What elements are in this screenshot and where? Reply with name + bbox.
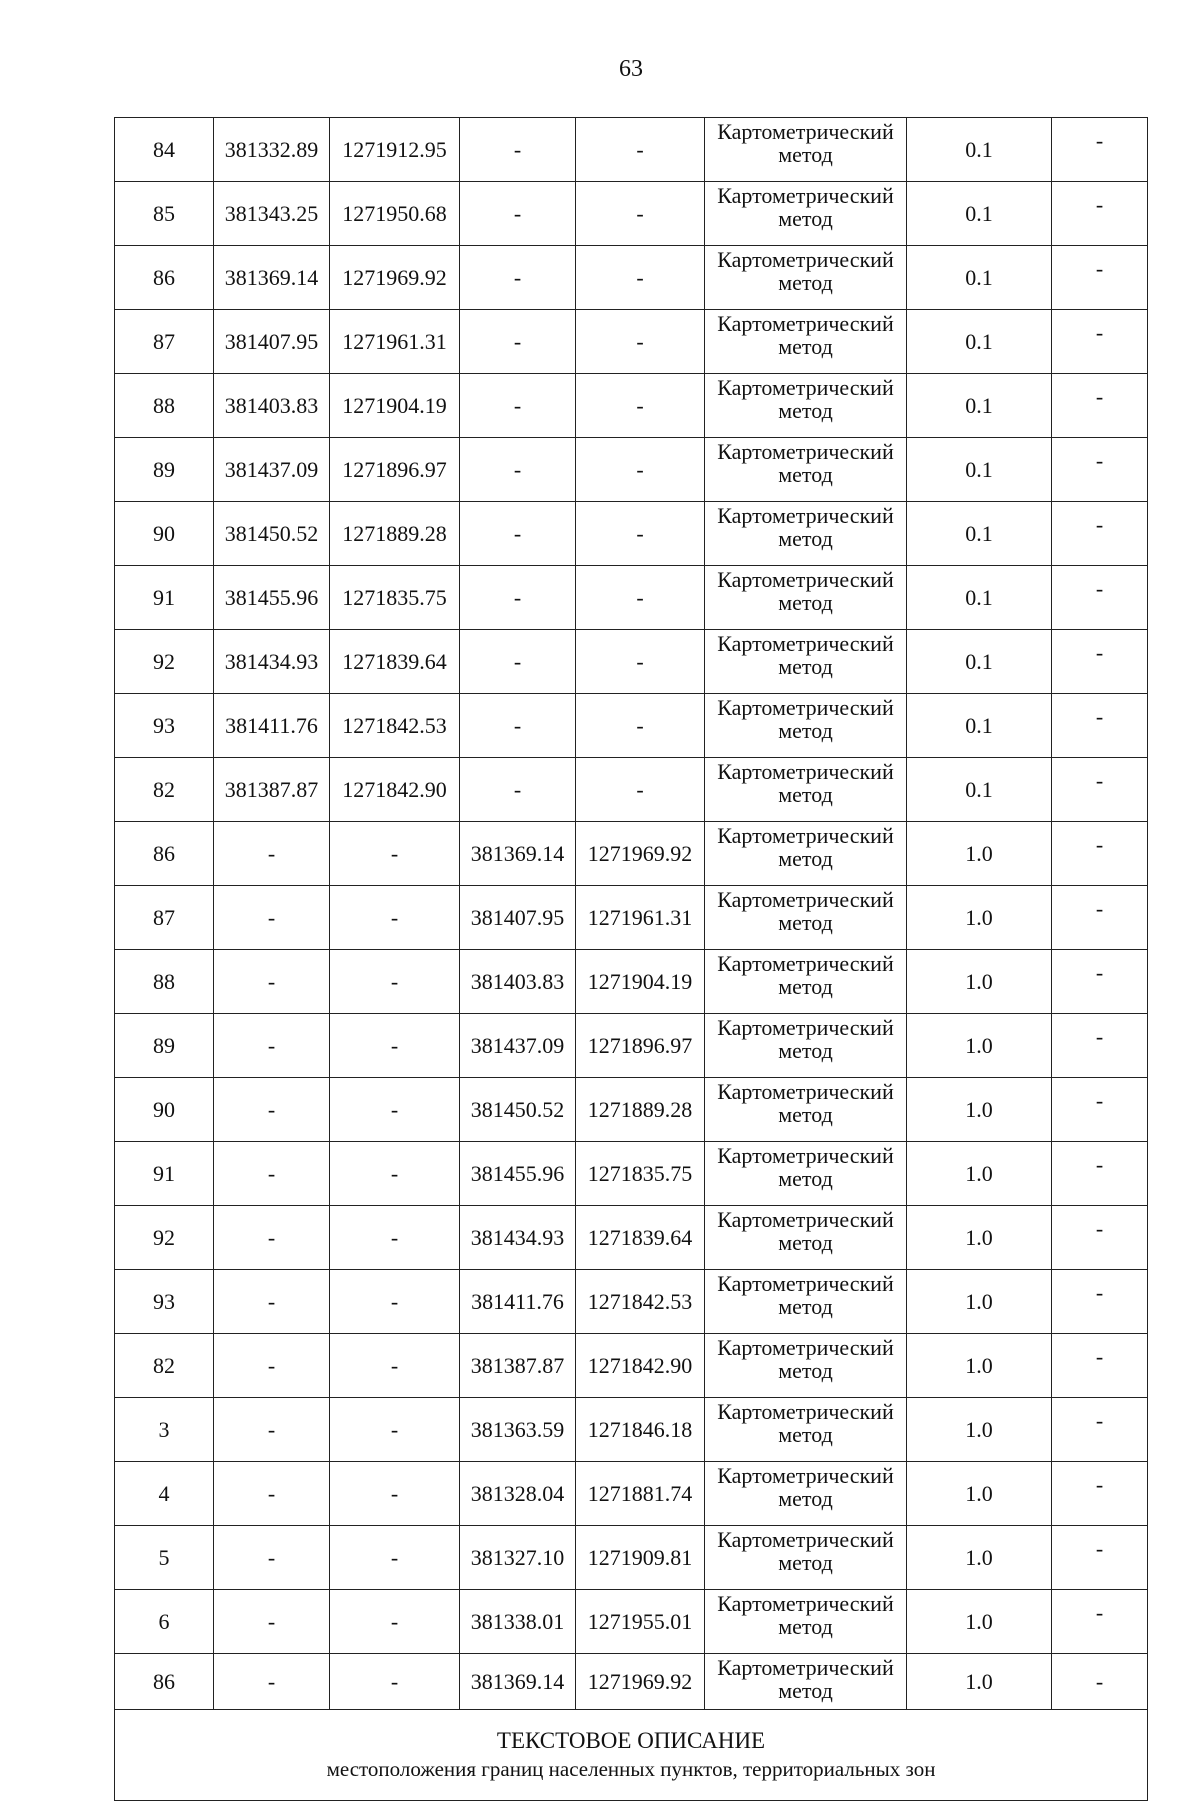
method-cell (705, 886, 907, 950)
method-line-1: Картометрический (717, 631, 894, 656)
method-line-1: Картометрический (717, 1079, 894, 1104)
existing-x-cell: 381332.89 (214, 118, 330, 182)
method-line-1: Картометрический (717, 183, 894, 208)
point-number-cell: 93 (115, 1270, 214, 1334)
method-line-2: метод (778, 1614, 833, 1639)
caption-title: ТЕКСТОВОЕ ОПИСАНИЕ (496, 1728, 766, 1753)
table-row (115, 374, 1148, 438)
existing-x-cell: 381387.87 (214, 758, 330, 822)
coordinates-table (114, 117, 1148, 1801)
method-cell (705, 630, 907, 694)
note-cell: - (1052, 758, 1148, 822)
existing-y-cell: - (330, 1334, 460, 1398)
new-x-cell: 381450.52 (460, 1078, 576, 1142)
method-cell (705, 1270, 907, 1334)
point-number-cell: 82 (115, 758, 214, 822)
existing-y-cell: 1271912.95 (330, 118, 460, 182)
note-cell: - (1052, 566, 1148, 630)
method-line-1: Картометрический (717, 567, 894, 592)
method-cell (705, 1334, 907, 1398)
method-line-2: метод (778, 142, 833, 167)
new-x-cell: 381369.14 (460, 822, 576, 886)
method-line-2: метод (778, 974, 833, 999)
method-line-2: метод (778, 1230, 833, 1255)
existing-y-cell: - (330, 1526, 460, 1590)
table-row (115, 1526, 1148, 1590)
new-x-cell: - (460, 374, 576, 438)
point-number-cell: 6 (115, 1590, 214, 1654)
new-x-cell: - (460, 566, 576, 630)
new-y-cell: 1271955.01 (576, 1590, 705, 1654)
new-x-cell: 381338.01 (460, 1590, 576, 1654)
point-number-cell: 89 (115, 438, 214, 502)
table-row (115, 566, 1148, 630)
existing-y-cell: 1271889.28 (330, 502, 460, 566)
method-line-2: метод (778, 782, 833, 807)
method-line-1: Картометрический (717, 951, 894, 976)
accuracy-cell: 1.0 (907, 1462, 1052, 1526)
existing-y-cell: - (330, 1206, 460, 1270)
method-line-1: Картометрический (717, 503, 894, 528)
existing-x-cell: - (214, 1654, 330, 1710)
new-x-cell: 381387.87 (460, 1334, 576, 1398)
accuracy-cell: 0.1 (907, 374, 1052, 438)
note-cell: - (1052, 1078, 1148, 1142)
note-cell: - (1052, 182, 1148, 246)
note-cell: - (1052, 950, 1148, 1014)
note-cell: - (1052, 694, 1148, 758)
existing-x-cell: - (214, 1270, 330, 1334)
page-number: 63 (619, 56, 643, 82)
method-cell (705, 566, 907, 630)
new-x-cell: 381437.09 (460, 1014, 576, 1078)
accuracy-cell: 1.0 (907, 1526, 1052, 1590)
point-number-cell: 92 (115, 1206, 214, 1270)
new-x-cell: - (460, 694, 576, 758)
table-row (115, 1462, 1148, 1526)
existing-x-cell: 381411.76 (214, 694, 330, 758)
existing-x-cell: 381369.14 (214, 246, 330, 310)
new-x-cell: 381327.10 (460, 1526, 576, 1590)
accuracy-cell: 0.1 (907, 630, 1052, 694)
method-line-1: Картометрический (717, 1463, 894, 1488)
method-cell (705, 822, 907, 886)
new-y-cell: 1271846.18 (576, 1398, 705, 1462)
new-y-cell: 1271904.19 (576, 950, 705, 1014)
method-line-2: метод (778, 1038, 833, 1063)
caption-subtitle: местоположения границ населенных пунктов, территориальных зон (326, 1757, 936, 1781)
note-cell: - (1052, 118, 1148, 182)
existing-x-cell: 381403.83 (214, 374, 330, 438)
note-cell: - (1052, 246, 1148, 310)
new-y-cell: - (576, 310, 705, 374)
new-y-cell: 1271969.92 (576, 822, 705, 886)
method-cell (705, 1078, 907, 1142)
existing-y-cell: - (330, 1590, 460, 1654)
method-line-1: Картометрический (717, 1591, 894, 1616)
new-x-cell: - (460, 182, 576, 246)
method-line-2: метод (778, 1358, 833, 1383)
table-row (115, 1142, 1148, 1206)
existing-y-cell: 1271835.75 (330, 566, 460, 630)
table-row (115, 758, 1148, 822)
new-y-cell: 1271909.81 (576, 1526, 705, 1590)
method-line-1: Картометрический (717, 695, 894, 720)
accuracy-cell: 1.0 (907, 1398, 1052, 1462)
accuracy-cell: 1.0 (907, 1142, 1052, 1206)
existing-x-cell: - (214, 1398, 330, 1462)
point-number-cell: 85 (115, 182, 214, 246)
point-number-cell: 88 (115, 950, 214, 1014)
note-cell: - (1052, 1206, 1148, 1270)
method-cell (705, 758, 907, 822)
method-line-2: метод (778, 846, 833, 871)
accuracy-cell: 0.1 (907, 310, 1052, 374)
new-x-cell: 381455.96 (460, 1142, 576, 1206)
table-row (115, 182, 1148, 246)
table-row (115, 246, 1148, 310)
existing-x-cell: - (214, 1206, 330, 1270)
method-line-1: Картометрический (717, 1399, 894, 1424)
table-row (115, 822, 1148, 886)
method-line-2: метод (778, 590, 833, 615)
existing-y-cell: - (330, 1462, 460, 1526)
point-number-cell: 87 (115, 310, 214, 374)
existing-x-cell: - (214, 950, 330, 1014)
new-y-cell: 1271842.53 (576, 1270, 705, 1334)
new-x-cell: - (460, 630, 576, 694)
table-row (115, 1078, 1148, 1142)
point-number-cell: 3 (115, 1398, 214, 1462)
method-line-1: Картометрический (717, 1207, 894, 1232)
accuracy-cell: 1.0 (907, 1014, 1052, 1078)
existing-x-cell: - (214, 1014, 330, 1078)
existing-x-cell: - (214, 1462, 330, 1526)
new-y-cell: - (576, 182, 705, 246)
new-y-cell: 1271969.92 (576, 1654, 705, 1710)
method-line-1: Картометрический (717, 887, 894, 912)
new-x-cell: 381434.93 (460, 1206, 576, 1270)
method-line-2: метод (778, 1550, 833, 1575)
new-x-cell: - (460, 118, 576, 182)
accuracy-cell: 0.1 (907, 182, 1052, 246)
note-cell: - (1052, 886, 1148, 950)
existing-y-cell: - (330, 1078, 460, 1142)
table-row (115, 1590, 1148, 1654)
table-row (115, 118, 1148, 182)
new-y-cell: - (576, 374, 705, 438)
existing-x-cell: 381437.09 (214, 438, 330, 502)
new-y-cell: 1271842.90 (576, 1334, 705, 1398)
new-y-cell: 1271889.28 (576, 1078, 705, 1142)
accuracy-cell: 1.0 (907, 886, 1052, 950)
existing-x-cell: 381450.52 (214, 502, 330, 566)
method-line-1: Картометрический (717, 1527, 894, 1552)
table-row (115, 310, 1148, 374)
method-line-2: метод (778, 654, 833, 679)
accuracy-cell: 0.1 (907, 566, 1052, 630)
method-cell (705, 1462, 907, 1526)
table-row (115, 886, 1148, 950)
existing-y-cell: 1271842.53 (330, 694, 460, 758)
accuracy-cell: 0.1 (907, 246, 1052, 310)
new-y-cell: 1271839.64 (576, 1206, 705, 1270)
method-cell (705, 182, 907, 246)
table-row (115, 1398, 1148, 1462)
method-cell (705, 1398, 907, 1462)
note-cell: - (1052, 310, 1148, 374)
note-cell: - (1052, 1270, 1148, 1334)
new-x-cell: 381407.95 (460, 886, 576, 950)
new-x-cell: - (460, 438, 576, 502)
note-cell: - (1052, 1590, 1148, 1654)
method-line-2: метод (778, 398, 833, 423)
existing-y-cell: 1271969.92 (330, 246, 460, 310)
new-x-cell: 381328.04 (460, 1462, 576, 1526)
new-x-cell: 381411.76 (460, 1270, 576, 1334)
accuracy-cell: 0.1 (907, 502, 1052, 566)
existing-x-cell: - (214, 1142, 330, 1206)
table-row (115, 630, 1148, 694)
note-cell: - (1052, 1462, 1148, 1526)
point-number-cell: 88 (115, 374, 214, 438)
existing-y-cell: 1271961.31 (330, 310, 460, 374)
method-line-2: метод (778, 1422, 833, 1447)
method-line-1: Картометрический (717, 759, 894, 784)
method-line-1: Картометрический (717, 823, 894, 848)
accuracy-cell: 1.0 (907, 950, 1052, 1014)
point-number-cell: 82 (115, 1334, 214, 1398)
existing-x-cell: 381407.95 (214, 310, 330, 374)
new-y-cell: - (576, 694, 705, 758)
note-cell: - (1052, 374, 1148, 438)
method-cell (705, 1142, 907, 1206)
new-y-cell: - (576, 118, 705, 182)
existing-y-cell: - (330, 950, 460, 1014)
method-line-2: метод (778, 718, 833, 743)
existing-x-cell: 381434.93 (214, 630, 330, 694)
accuracy-cell: 0.1 (907, 118, 1052, 182)
method-line-1: Картометрический (717, 1655, 894, 1680)
table-row (115, 694, 1148, 758)
note-cell: - (1052, 630, 1148, 694)
table-body (115, 118, 1148, 1801)
existing-y-cell: 1271904.19 (330, 374, 460, 438)
method-line-2: метод (778, 1678, 833, 1703)
existing-y-cell: - (330, 1270, 460, 1334)
accuracy-cell: 1.0 (907, 1654, 1052, 1710)
point-number-cell: 92 (115, 630, 214, 694)
accuracy-cell: 1.0 (907, 1590, 1052, 1654)
method-cell (705, 1206, 907, 1270)
table-row (115, 1206, 1148, 1270)
method-cell (705, 1526, 907, 1590)
existing-x-cell: - (214, 886, 330, 950)
method-line-2: метод (778, 1166, 833, 1191)
point-number-cell: 93 (115, 694, 214, 758)
method-line-2: метод (778, 462, 833, 487)
point-number-cell: 5 (115, 1526, 214, 1590)
table-row (115, 502, 1148, 566)
existing-y-cell: 1271896.97 (330, 438, 460, 502)
new-y-cell: - (576, 246, 705, 310)
new-x-cell: 381369.14 (460, 1654, 576, 1710)
new-y-cell: 1271961.31 (576, 886, 705, 950)
method-line-2: метод (778, 1486, 833, 1511)
existing-x-cell: - (214, 1526, 330, 1590)
method-cell (705, 246, 907, 310)
point-number-cell: 84 (115, 118, 214, 182)
table-row (115, 1014, 1148, 1078)
method-line-1: Картометрический (717, 1335, 894, 1360)
new-y-cell: - (576, 630, 705, 694)
note-cell: - (1052, 1142, 1148, 1206)
accuracy-cell: 1.0 (907, 1206, 1052, 1270)
point-number-cell: 87 (115, 886, 214, 950)
method-cell (705, 118, 907, 182)
new-x-cell: - (460, 502, 576, 566)
method-cell (705, 502, 907, 566)
existing-x-cell: 381455.96 (214, 566, 330, 630)
existing-x-cell: - (214, 1590, 330, 1654)
accuracy-cell: 0.1 (907, 694, 1052, 758)
method-line-2: метод (778, 526, 833, 551)
existing-y-cell: - (330, 1014, 460, 1078)
accuracy-cell: 1.0 (907, 1270, 1052, 1334)
method-cell (705, 1590, 907, 1654)
accuracy-cell: 1.0 (907, 1334, 1052, 1398)
existing-x-cell: - (214, 1078, 330, 1142)
existing-x-cell: - (214, 1334, 330, 1398)
point-number-cell: 86 (115, 246, 214, 310)
new-y-cell: 1271835.75 (576, 1142, 705, 1206)
method-cell (705, 438, 907, 502)
accuracy-cell: 0.1 (907, 438, 1052, 502)
method-line-1: Картометрический (717, 375, 894, 400)
new-x-cell: - (460, 310, 576, 374)
method-line-1: Картометрический (717, 439, 894, 464)
point-number-cell: 90 (115, 1078, 214, 1142)
method-line-2: метод (778, 910, 833, 935)
method-line-1: Картометрический (717, 1143, 894, 1168)
note-cell: - (1052, 1334, 1148, 1398)
existing-y-cell: - (330, 886, 460, 950)
note-cell: - (1052, 1014, 1148, 1078)
existing-x-cell: 381343.25 (214, 182, 330, 246)
note-cell: - (1052, 1654, 1148, 1710)
method-line-1: Картометрический (717, 311, 894, 336)
method-cell (705, 374, 907, 438)
method-line-2: метод (778, 1294, 833, 1319)
method-cell (705, 950, 907, 1014)
method-line-2: метод (778, 206, 833, 231)
point-number-cell: 4 (115, 1462, 214, 1526)
table-row (115, 1334, 1148, 1398)
table-row (115, 1270, 1148, 1334)
method-cell (705, 1014, 907, 1078)
accuracy-cell: 0.1 (907, 758, 1052, 822)
point-number-cell: 91 (115, 566, 214, 630)
existing-y-cell: - (330, 1142, 460, 1206)
caption-cell (115, 1710, 1148, 1801)
existing-y-cell: - (330, 1654, 460, 1710)
note-cell: - (1052, 1526, 1148, 1590)
point-number-cell: 86 (115, 822, 214, 886)
existing-y-cell: 1271950.68 (330, 182, 460, 246)
point-number-cell: 89 (115, 1014, 214, 1078)
existing-y-cell: 1271842.90 (330, 758, 460, 822)
method-line-2: метод (778, 334, 833, 359)
point-number-cell: 90 (115, 502, 214, 566)
existing-x-cell: - (214, 822, 330, 886)
method-cell (705, 310, 907, 374)
accuracy-cell: 1.0 (907, 822, 1052, 886)
table-row (115, 438, 1148, 502)
method-line-1: Картометрический (717, 247, 894, 272)
new-y-cell: - (576, 502, 705, 566)
method-cell (705, 1654, 907, 1710)
caption-row (115, 1710, 1148, 1801)
new-y-cell: 1271881.74 (576, 1462, 705, 1526)
note-cell: - (1052, 822, 1148, 886)
new-x-cell: 381363.59 (460, 1398, 576, 1462)
table-row (115, 950, 1148, 1014)
method-line-1: Картометрический (717, 1015, 894, 1040)
accuracy-cell: 1.0 (907, 1078, 1052, 1142)
method-line-1: Картометрический (717, 119, 894, 144)
new-x-cell: - (460, 246, 576, 310)
table-row (115, 1654, 1148, 1710)
new-y-cell: - (576, 758, 705, 822)
new-y-cell: 1271896.97 (576, 1014, 705, 1078)
point-number-cell: 86 (115, 1654, 214, 1710)
existing-y-cell: - (330, 1398, 460, 1462)
new-x-cell: - (460, 758, 576, 822)
existing-y-cell: - (330, 822, 460, 886)
method-line-1: Картометрический (717, 1271, 894, 1296)
existing-y-cell: 1271839.64 (330, 630, 460, 694)
note-cell: - (1052, 438, 1148, 502)
method-line-2: метод (778, 270, 833, 295)
method-line-2: метод (778, 1102, 833, 1127)
new-y-cell: - (576, 438, 705, 502)
note-cell: - (1052, 1398, 1148, 1462)
point-number-cell: 91 (115, 1142, 214, 1206)
new-x-cell: 381403.83 (460, 950, 576, 1014)
new-y-cell: - (576, 566, 705, 630)
note-cell: - (1052, 502, 1148, 566)
method-cell (705, 694, 907, 758)
